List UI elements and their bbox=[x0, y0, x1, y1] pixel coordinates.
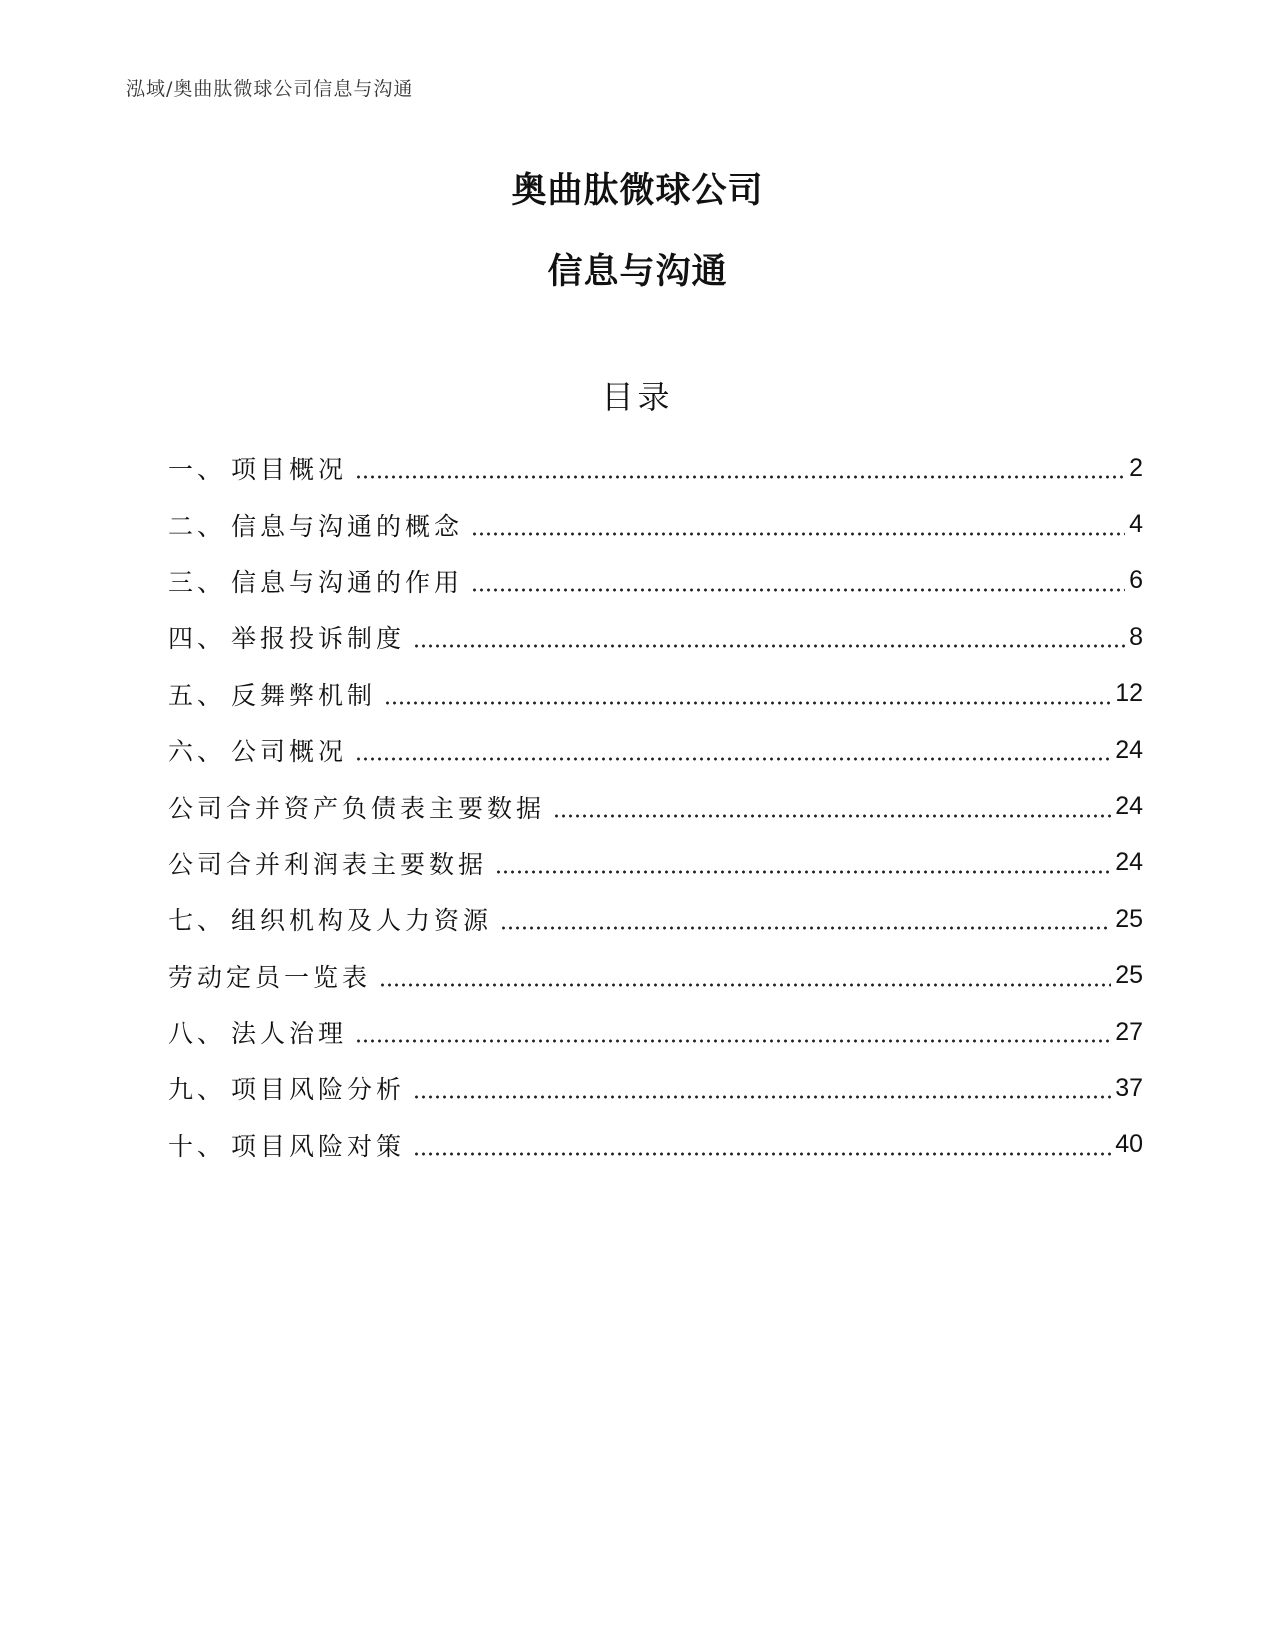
document-title: 奥曲肽微球公司 bbox=[511, 171, 764, 211]
toc-entry-number: 九、 bbox=[168, 1075, 227, 1105]
toc-entry-page-number: 6 bbox=[1129, 566, 1143, 595]
toc-dot-leader bbox=[355, 757, 1111, 761]
toc-entry-label: 项目风险对策 bbox=[231, 1131, 406, 1161]
toc-entry-page-number: 8 bbox=[1129, 622, 1143, 651]
toc-entry[interactable] bbox=[168, 1004, 1143, 1060]
toc-entry[interactable] bbox=[168, 1060, 1143, 1116]
toc-entry-number: 五、 bbox=[168, 680, 227, 710]
toc-entry-number: 十、 bbox=[168, 1131, 227, 1161]
toc-dot-leader bbox=[471, 532, 1125, 536]
toc-entry-label: 信息与沟通的概念 bbox=[231, 511, 464, 541]
toc-entry-label: 公司合并资产负债表主要数据 bbox=[168, 793, 546, 823]
toc-entry-page-number: 24 bbox=[1115, 792, 1143, 821]
running-header: 泓域/奥曲肽微球公司信息与沟通 bbox=[126, 78, 414, 100]
toc-entry-page-number: 12 bbox=[1115, 679, 1143, 708]
toc-entry-label: 反舞弊机制 bbox=[231, 680, 377, 710]
toc-entry-number: 一、 bbox=[168, 455, 227, 485]
toc-entry-page-number: 24 bbox=[1115, 848, 1143, 877]
toc-dot-leader bbox=[553, 814, 1111, 818]
toc-entry-label: 举报投诉制度 bbox=[231, 624, 406, 654]
toc-entry-page-number: 27 bbox=[1115, 1017, 1143, 1046]
toc-entry-number: 六、 bbox=[168, 737, 227, 767]
toc-entry[interactable] bbox=[168, 948, 1143, 1004]
toc-dot-leader bbox=[355, 475, 1125, 479]
toc-dot-leader bbox=[355, 1039, 1111, 1043]
toc-dot-leader bbox=[471, 588, 1125, 592]
toc-entry-label: 信息与沟通的作用 bbox=[231, 567, 464, 597]
toc-entry[interactable] bbox=[168, 778, 1143, 834]
toc-entry-number: 二、 bbox=[168, 511, 227, 541]
toc-entry[interactable] bbox=[168, 1117, 1143, 1173]
toc-entry[interactable] bbox=[168, 722, 1143, 778]
toc-entry-number: 七、 bbox=[168, 906, 227, 936]
toc-dot-leader bbox=[500, 926, 1111, 930]
toc-entry-page-number: 40 bbox=[1115, 1130, 1143, 1159]
toc-dot-leader bbox=[495, 870, 1111, 874]
toc-entry-number: 三、 bbox=[168, 567, 227, 597]
toc-entry-number: 八、 bbox=[168, 1019, 227, 1049]
toc-entry[interactable] bbox=[168, 835, 1143, 891]
toc-entry[interactable] bbox=[168, 553, 1143, 609]
table-of-contents bbox=[168, 440, 1143, 1173]
toc-entry-page-number: 25 bbox=[1115, 961, 1143, 990]
toc-dot-leader bbox=[413, 1095, 1111, 1099]
toc-entry-page-number: 24 bbox=[1115, 735, 1143, 764]
toc-entry-page-number: 25 bbox=[1115, 904, 1143, 933]
toc-entry-label: 法人治理 bbox=[231, 1019, 348, 1049]
toc-entry-label: 项目风险分析 bbox=[231, 1075, 406, 1105]
toc-dot-leader bbox=[384, 701, 1111, 705]
toc-dot-leader bbox=[379, 983, 1111, 987]
document-subtitle: 信息与沟通 bbox=[547, 252, 728, 292]
toc-entry[interactable] bbox=[168, 666, 1143, 722]
toc-entry-label: 公司概况 bbox=[231, 737, 348, 767]
toc-entry-label: 组织机构及人力资源 bbox=[231, 906, 493, 936]
toc-entry-label: 项目概况 bbox=[231, 455, 348, 485]
toc-entry[interactable] bbox=[168, 609, 1143, 665]
toc-entry-page-number: 2 bbox=[1129, 453, 1143, 482]
toc-entry[interactable] bbox=[168, 440, 1143, 496]
toc-entry-page-number: 4 bbox=[1129, 510, 1143, 539]
toc-dot-leader bbox=[413, 1152, 1111, 1156]
toc-dot-leader bbox=[413, 644, 1125, 648]
toc-entry-label: 公司合并利润表主要数据 bbox=[168, 849, 488, 879]
toc-heading: 目录 bbox=[601, 378, 674, 416]
toc-entry-page-number: 37 bbox=[1115, 1073, 1143, 1102]
toc-entry-label: 劳动定员一览表 bbox=[168, 962, 372, 992]
toc-entry[interactable] bbox=[168, 496, 1143, 552]
toc-entry-number: 四、 bbox=[168, 624, 227, 654]
toc-entry[interactable] bbox=[168, 891, 1143, 947]
